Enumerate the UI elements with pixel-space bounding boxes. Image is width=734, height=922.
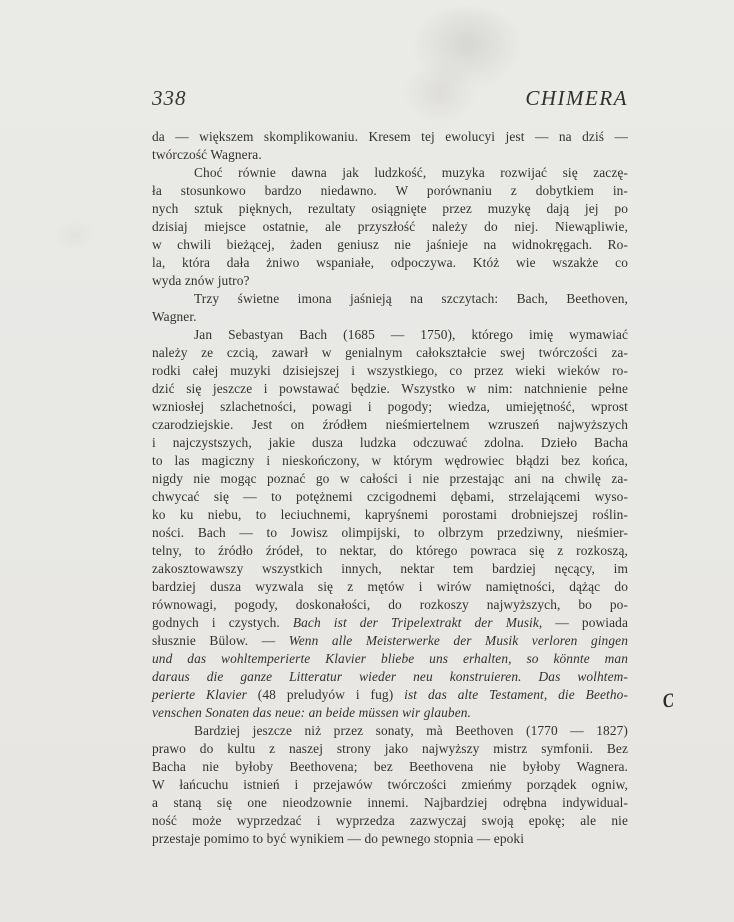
text-line xyxy=(152,434,628,452)
margin-pen-mark: C xyxy=(661,690,675,713)
text-run: und das wohltemperierte Klavier bliebe uns erhalten, so könnte man xyxy=(152,651,628,666)
text-line xyxy=(152,758,628,776)
text-run: dzić się jeszcze i powstawać będzie. Wszystko w nim: natchnienie pełne xyxy=(152,381,628,396)
text-run: godnych i czystych. xyxy=(152,615,293,630)
journal-title: CHIMERA xyxy=(525,86,628,110)
text-line xyxy=(152,560,628,578)
text-run: Jan Sebastyan Bach (1685 — 1750), którego imię wymawiać xyxy=(194,327,628,342)
text-run: równowagi, pogody, doskonałości, do rozkoszy najwyższych, bo po- xyxy=(152,597,628,612)
text-run: la, która dała żniwo wspaniałe, odpoczywa. Któż wie wszakże co xyxy=(152,255,628,270)
text-line xyxy=(152,200,628,218)
text-line xyxy=(152,704,628,722)
paragraph xyxy=(152,722,628,848)
text-line xyxy=(152,452,628,470)
paragraph xyxy=(152,128,628,164)
text-run: telny, to źródło źródeł, to nektar, do którego powraca się z rozkoszą, xyxy=(152,543,628,558)
text-line xyxy=(152,524,628,542)
text-line xyxy=(152,614,628,632)
text-run: chwycać się — to potężnemi czcigodnemi dębami, strzelającemi wyso- xyxy=(152,489,628,504)
text-run: rodki całej muzyki dzisiejszej i wszystkiego, co przez wieki wieków ro- xyxy=(152,363,628,378)
text-run: słusznie Bülow. — xyxy=(152,633,289,648)
text-line xyxy=(152,740,628,758)
text-line xyxy=(152,722,628,740)
text-run: przestaje pomimo to być wynikiem — do pewnego stopnia — epoki xyxy=(152,831,525,846)
text-run: W łańcuchu istnień i przejawów twórczości zmieńmy porządek ogniw, xyxy=(152,777,628,792)
text-run: ist das alte Testament, die Beetho- xyxy=(404,687,629,702)
text-line xyxy=(152,182,628,200)
text-run: zakosztowawszy wszystkich innych, nektar tem bardziej nęcący, im xyxy=(152,561,628,576)
text-run: , — powiada xyxy=(538,615,629,630)
paragraph xyxy=(152,326,628,722)
text-run: (48 preludyów i fug) xyxy=(246,687,405,702)
text-line xyxy=(152,218,628,236)
text-line xyxy=(152,632,628,650)
text-run: Choć równie dawna jak ludzkość, muzyka rozwijać się zaczę- xyxy=(194,165,628,180)
text-line xyxy=(152,290,628,308)
text-line xyxy=(152,236,628,254)
text-line xyxy=(152,164,628,182)
text-run: nigdy nie mogąc poznać go w całości i nie przestając ani na chwilę za- xyxy=(152,471,628,486)
text-run: a staną się one nieodzownie innemi. Najbardziej odrębna indywidual- xyxy=(152,795,628,810)
text-line xyxy=(152,326,628,344)
text-run: wzniosłej szlachetności, powagi i pogody; wiedza, umiejętność, wprost xyxy=(152,399,628,414)
text-line xyxy=(152,416,628,434)
text-line xyxy=(152,398,628,416)
page-header xyxy=(152,86,628,111)
text-line xyxy=(152,542,628,560)
text-line xyxy=(152,362,628,380)
text-run: bardziej dusza wyzwala się z mętów i wirów namiętności, dążąc do xyxy=(152,579,628,594)
text-line xyxy=(152,488,628,506)
text-line xyxy=(152,668,628,686)
page-text xyxy=(152,128,628,848)
text-line xyxy=(152,578,628,596)
text-run: venschen Sonaten das neue: an beide müssen wir glauben. xyxy=(152,705,471,720)
paper-stain xyxy=(55,220,95,250)
text-run: nych sztuk pięknych, rezultaty osiągnięte przez muzykę dają jej po xyxy=(152,201,628,216)
text-line xyxy=(152,812,628,830)
text-line xyxy=(152,794,628,812)
text-run: ko ku niebu, to leciuchnemi, kapryśnemi porostami drobniejszej roślin- xyxy=(152,507,628,522)
text-line xyxy=(152,146,628,164)
text-line xyxy=(152,308,628,326)
text-line xyxy=(152,506,628,524)
text-run: Bacha nie byłoby Beethovena; bez Beethovena nie byłoby Wagnera. xyxy=(152,759,628,774)
text-run: daraus die ganze Litteratur wieder neu konstruieren. Das wolhtem- xyxy=(152,669,628,684)
text-run: należy ze czcią, zawarł w genialnym całokształcie swej twórczości za- xyxy=(152,345,628,360)
text-line xyxy=(152,596,628,614)
text-run: dzisiaj miejsce ostatnie, ale przyszłość należy do niej. Niewąpliwie, xyxy=(152,219,628,234)
text-run: i najczystszych, jakie dusza ludzka odczuwać zdolna. Dzieło Bacha xyxy=(152,435,628,450)
text-run: Wagner. xyxy=(152,309,197,324)
paragraph xyxy=(152,164,628,290)
text-run: Trzy świetne imona jaśnieją na szczytach: Bach, Beethoven, xyxy=(194,291,628,306)
text-run: Bardziej jeszcze niż przez sonaty, mà Beethoven (1770 — 1827) xyxy=(194,723,628,738)
text-run: wyda znów jutro? xyxy=(152,273,250,288)
text-run: to las magiczny i nieskończony, w którym wędrowiec błądzi bez końca, xyxy=(152,453,628,468)
text-run: ności. Bach — to Jowisz olimpijski, to olbrzym przedziwny, nieśmier- xyxy=(152,525,628,540)
paper-stain xyxy=(412,8,522,88)
text-line xyxy=(152,470,628,488)
text-run: prawo do kultu z naszej strony jako najwyższy mistrz symfonii. Bez xyxy=(152,741,628,756)
text-line xyxy=(152,650,628,668)
text-line xyxy=(152,830,628,848)
text-line xyxy=(152,344,628,362)
text-line xyxy=(152,380,628,398)
page-number: 338 xyxy=(152,86,187,110)
paragraph xyxy=(152,290,628,326)
text-run: Bach ist der Tripelextrakt der Musik xyxy=(292,615,539,630)
text-line xyxy=(152,776,628,794)
text-run: czarodziejskie. Jest on źródłem nieśmiertelnem wzruszeń najwyższych xyxy=(152,417,628,432)
text-run: perierte Klavier xyxy=(152,687,247,702)
text-line xyxy=(152,128,628,146)
text-run: w chwili bieżącej, żaden geniusz nie jaśnieje na widnokręgach. Ro- xyxy=(152,237,628,252)
text-line xyxy=(152,686,628,704)
text-run: ność może wyprzedzać i wyprzedza zazwyczaj swoją epokę; ale nie xyxy=(152,813,628,828)
text-line xyxy=(152,254,628,272)
text-run: twórczość Wagnera. xyxy=(152,147,262,162)
text-run: Wenn alle Meisterwerke der Musik verloren gingen xyxy=(288,633,628,648)
text-line xyxy=(152,272,628,290)
text-run: ła stosunkowo bardzo niedawno. W porównaniu z dobytkiem in- xyxy=(152,183,628,198)
text-run: da — większem skomplikowaniu. Kresem tej ewolucyi jest — na dziś — xyxy=(152,129,628,144)
